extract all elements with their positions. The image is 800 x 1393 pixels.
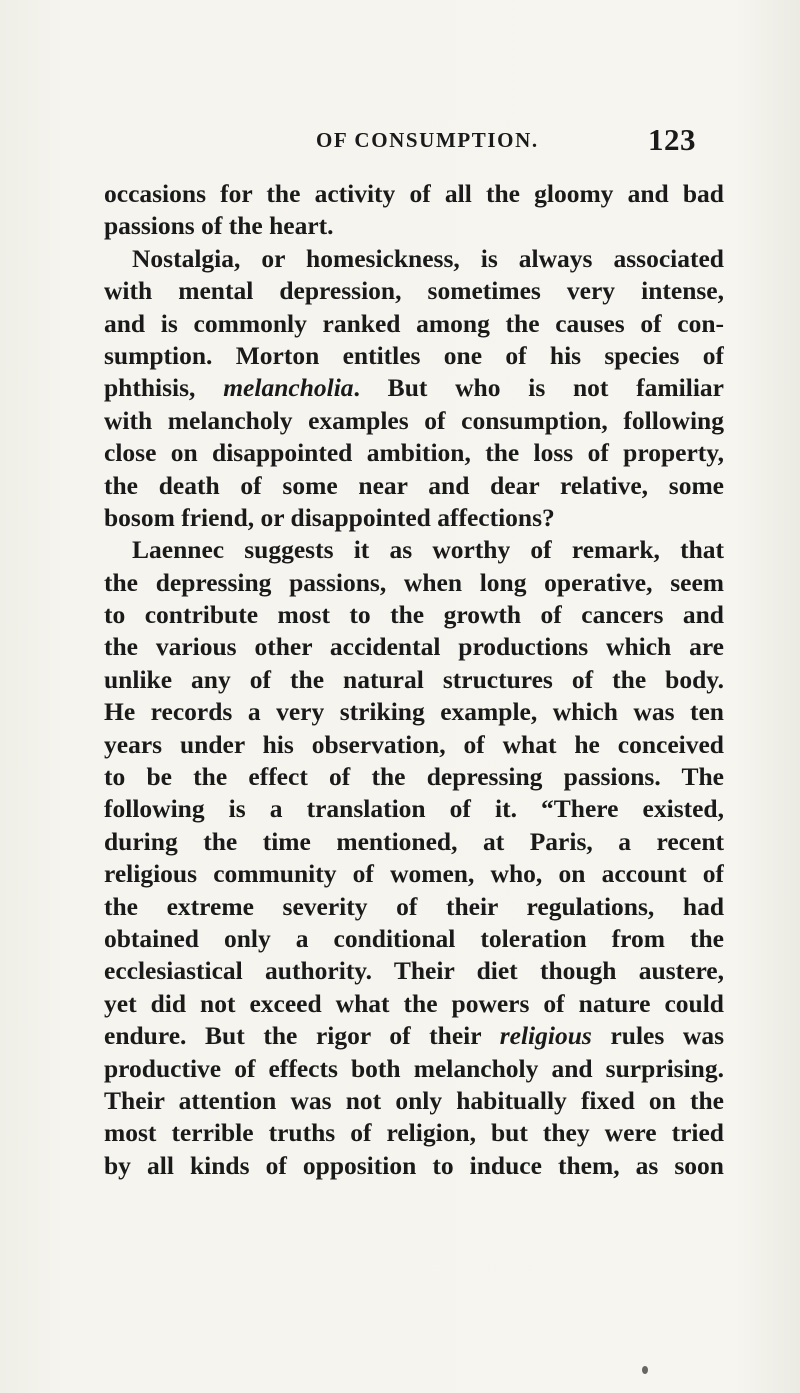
text-line: to be the effect of the depressing passions. The — [104, 762, 724, 792]
text-line: following is a translation of it. “There existed, — [104, 794, 724, 824]
text-line: the depressing passions, when long operative, seem — [104, 567, 724, 597]
text-line: yet did not exceed what the powers of nature could — [104, 988, 724, 1018]
text-line: the extreme severity of their regulations, had — [104, 891, 724, 921]
text-segment: . But who is not familiar — [353, 373, 724, 403]
text-line: Laennec suggests it as worthy of remark, that — [132, 535, 724, 565]
text-line — [104, 1020, 724, 1052]
page-number: 123 — [648, 122, 696, 157]
text-line: occasions for the activity of all the gloomy and bad — [104, 179, 724, 208]
ink-speck — [642, 1366, 648, 1374]
text-segment: phthisis, — [104, 373, 224, 403]
text-line — [104, 372, 724, 404]
text-line: during the time mentioned, at Paris, a recent — [104, 826, 724, 856]
text-line: close on disappointed ambition, the loss of property, — [104, 438, 724, 468]
text-line: productive of effects both melancholy and surprising. — [104, 1053, 724, 1083]
text-line: by all kinds of opposition to induce them, as soon — [104, 1150, 724, 1180]
text-line: Nostalgia, or homesickness, is always associated — [132, 243, 724, 273]
text-line: religious community of women, who, on account of — [104, 859, 724, 889]
text-segment: rules was — [591, 1021, 724, 1051]
running-head: OF CONSUMPTION. — [316, 128, 539, 152]
text-line: He records a very striking example, which was ten — [104, 697, 724, 727]
text-line: unlike any of the natural structures of the body. — [104, 664, 724, 694]
italic-term: melancholia — [223, 373, 354, 403]
italic-term: religious — [499, 1021, 592, 1051]
page-header — [0, 122, 800, 162]
text-line: with melancholy examples of consumption, following — [104, 405, 724, 435]
text-line: with mental depression, sometimes very intense, — [104, 276, 724, 306]
text-line: ecclesiastical authority. Their diet though austere, — [104, 956, 724, 986]
text-line: passions of the heart. — [104, 211, 334, 241]
text-line: obtained only a conditional toleration from the — [104, 923, 724, 953]
text-line: sumption. Morton entitles one of his species of — [104, 340, 724, 370]
text-segment: endure. But the rigor of their — [104, 1021, 500, 1051]
text-line: years under his observation, of what he conceived — [104, 729, 724, 759]
body-text — [104, 178, 724, 1182]
text-line: and is commonly ranked among the causes of con- — [104, 308, 724, 338]
text-line: Their attention was not only habitually fixed on the — [104, 1085, 724, 1115]
text-line: the various other accidental productions which are — [104, 632, 724, 662]
text-line: to contribute most to the growth of cancers and — [104, 600, 724, 630]
text-line: most terrible truths of religion, but they were tried — [104, 1118, 724, 1148]
text-line: the death of some near and dear relative, some — [104, 470, 724, 500]
text-line: bosom friend, or disappointed affections? — [104, 502, 555, 532]
